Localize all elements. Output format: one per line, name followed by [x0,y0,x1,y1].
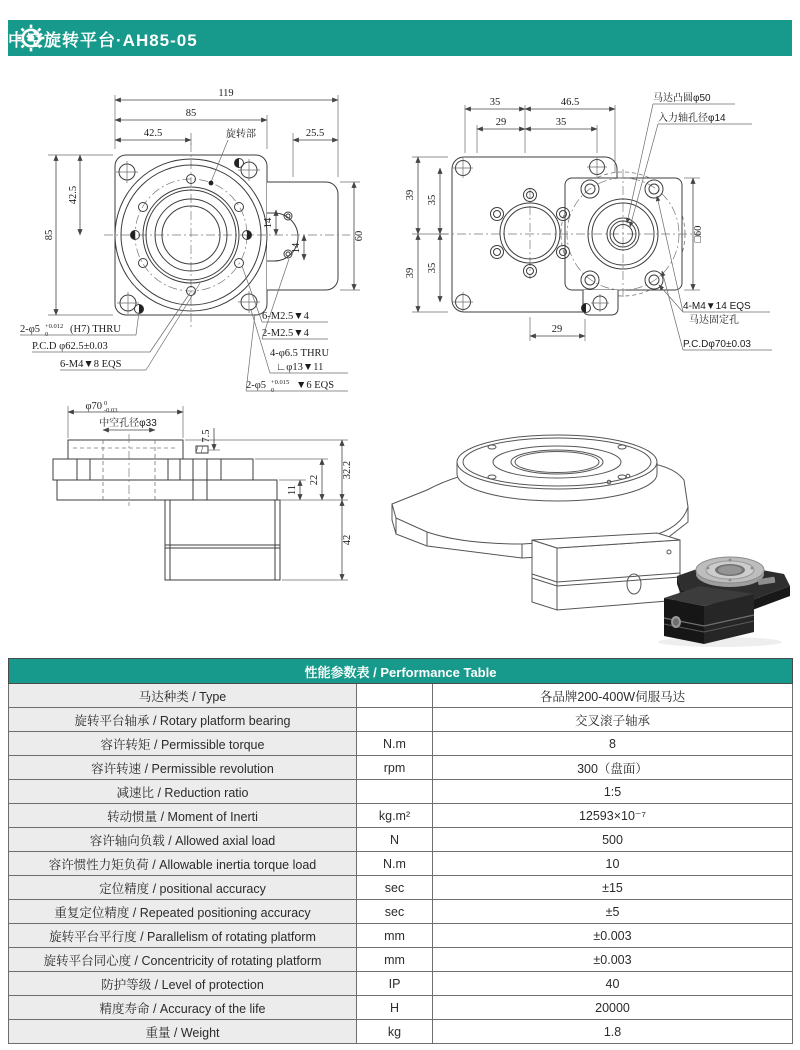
dim-42: 42 [342,534,353,546]
product-photo [642,518,797,650]
label-rotating-part: 旋转部 [226,129,256,140]
spec-unit: N.m [357,732,433,756]
table-row [9,876,793,900]
spec-unit [357,684,433,708]
dim-11: 11 [287,484,298,496]
svg-text:+0.015: +0.015 [271,379,290,386]
table-title: 性能参数表 / Performance Table [9,659,793,684]
spec-value: ±0.003 [433,924,793,948]
dim-119: 119 [218,88,234,99]
spec-label: 转动惯量 / Moment of Inerti [9,804,357,828]
dim-14-b: 14 [291,242,302,254]
spec-label: 容许转矩 / Permissible torque [9,732,357,756]
dim-39-a: 39 [405,189,416,201]
spec-value: 20000 [433,996,793,1020]
spec-value: ±5 [433,900,793,924]
svg-text:+0.012: +0.012 [45,323,64,330]
dim-32-2: 32.2 [342,460,353,480]
spec-value: 1:5 [433,780,793,804]
ann-m25-2: 2-M2.5▼4 [262,328,309,339]
ann-pin2: 2-φ5 [246,380,267,391]
spec-value: 300（盘面） [433,756,793,780]
ann-m25-6: 6-M2.5▼4 [262,311,309,322]
table-row [9,828,793,852]
spec-label: 容许惯性力矩负荷 / Allowable inertia torque load [9,852,357,876]
dim-29-bottom: 29 [551,324,563,335]
table-row [9,972,793,996]
dim-29-top: 29 [495,117,507,128]
spec-label: 旋转平台同心度 / Concentricity of rotating platform [9,948,357,972]
svg-text:-0.03: -0.03 [104,407,118,414]
dim-85-top: 85 [185,108,197,119]
spec-unit: mm [357,948,433,972]
spec-label: 马达种类 / Type [9,684,357,708]
dim-14-a: 14 [263,217,274,229]
spec-value: ±15 [433,876,793,900]
leader-dot [209,181,214,186]
dim-46-5: 46.5 [560,97,580,108]
dim-35-b: 35 [555,117,567,128]
spec-unit: rpm [357,756,433,780]
table-row [9,756,793,780]
spec-unit: mm [357,924,433,948]
dim-35-l2: 35 [427,262,438,274]
ann-m4: 6-M4▼8 EQS [60,359,122,370]
ann-pcd: P.C.D φ62.5±0.03 [32,341,108,352]
dim-35-l1: 35 [427,194,438,206]
dim-85-left: 85 [44,229,55,241]
table-row [9,708,793,732]
dim-25-5: 25.5 [305,128,325,139]
dim-phi70: φ70 [85,401,102,412]
spec-label: 精度寿命 / Accuracy of the life [9,996,357,1020]
spec-value: 500 [433,828,793,852]
ann-pin: 2-φ5 [20,324,41,335]
table-row [9,780,793,804]
spec-label: 防护等级 / Level of protection [9,972,357,996]
spec-value: 12593×10⁻⁷ [433,804,793,828]
ann-m4-line1: 4-M4▼14 EQS [683,301,751,312]
spec-value: 40 [433,972,793,996]
ann-m4-line2: 马达固定孔 [689,315,739,326]
spec-unit: IP [357,972,433,996]
ann-cbore: ∟φ13▼11 [276,362,324,373]
dim-7-5: 7.5 [201,429,212,443]
dim-39-b: 39 [405,267,416,279]
spec-unit: N.m [357,852,433,876]
spec-label: 重量 / Weight [9,1020,357,1044]
dim-60: 60 [354,230,365,242]
table-row [9,996,793,1020]
spec-value: 各品牌200-400W伺服马达 [433,684,793,708]
front-view-drawing [18,83,398,398]
table-row [9,900,793,924]
spec-label: 旋转平台轴承 / Rotary platform bearing [9,708,357,732]
svg-text:0: 0 [104,400,108,407]
spec-value: 8 [433,732,793,756]
page-header [8,20,792,56]
spec-unit [357,780,433,804]
spec-unit: sec [357,900,433,924]
spec-label: 容许轴向负载 / Allowed axial load [9,828,357,852]
svg-text:(H7) THRU: (H7) THRU [70,324,121,335]
motor-view-drawing [400,93,800,393]
spec-unit: kg [357,1020,433,1044]
table-row [9,924,793,948]
spec-unit: H [357,996,433,1020]
dim-42-5-left: 42.5 [68,185,79,205]
table-row [9,852,793,876]
ann-pcd70: P.C.Dφ70±0.03 [683,339,751,350]
dim-35-a: 35 [489,97,501,108]
side-view-drawing [28,398,378,633]
spec-label: 容许转速 / Permissible revolution [9,756,357,780]
table-row [9,948,793,972]
spec-value: 交叉滚子轴承 [433,708,793,732]
spec-value: ±0.003 [433,948,793,972]
ann-thru: 4-φ6.5 THRU [270,348,330,359]
table-row [9,732,793,756]
spec-unit: sec [357,876,433,900]
table-row [9,804,793,828]
spec-unit: N [357,828,433,852]
spec-value: 10 [433,852,793,876]
table-row [9,684,793,708]
table-header-row [9,659,793,684]
svg-text:0: 0 [45,331,49,338]
spec-label: 定位精度 / positional accuracy [9,876,357,900]
table-row [9,1020,793,1044]
spec-value: 1.8 [433,1020,793,1044]
spec-unit: kg.m² [357,804,433,828]
svg-text:0: 0 [271,387,275,394]
spec-unit [357,708,433,732]
spec-label: 旋转平台平行度 / Parallelism of rotating platform [9,924,357,948]
label-motor-boss: 马达凸圆φ50 [653,93,711,104]
label-input-bore: 入力轴孔径φ14 [658,113,726,124]
dim-42-5-top: 42.5 [143,128,163,139]
spec-label: 减速比 / Reduction ratio [9,780,357,804]
dim-sq60: □60 [693,225,704,243]
label-hollow-bore: 中空孔径φ33 [99,418,157,429]
spec-label: 重复定位精度 / Repeated positioning accuracy [9,900,357,924]
page-title: 中空旋转平台·AH85-05 [8,30,198,50]
dim-22: 22 [309,474,320,486]
svg-text:▼6 EQS: ▼6 EQS [296,380,335,391]
performance-table [8,658,793,1044]
